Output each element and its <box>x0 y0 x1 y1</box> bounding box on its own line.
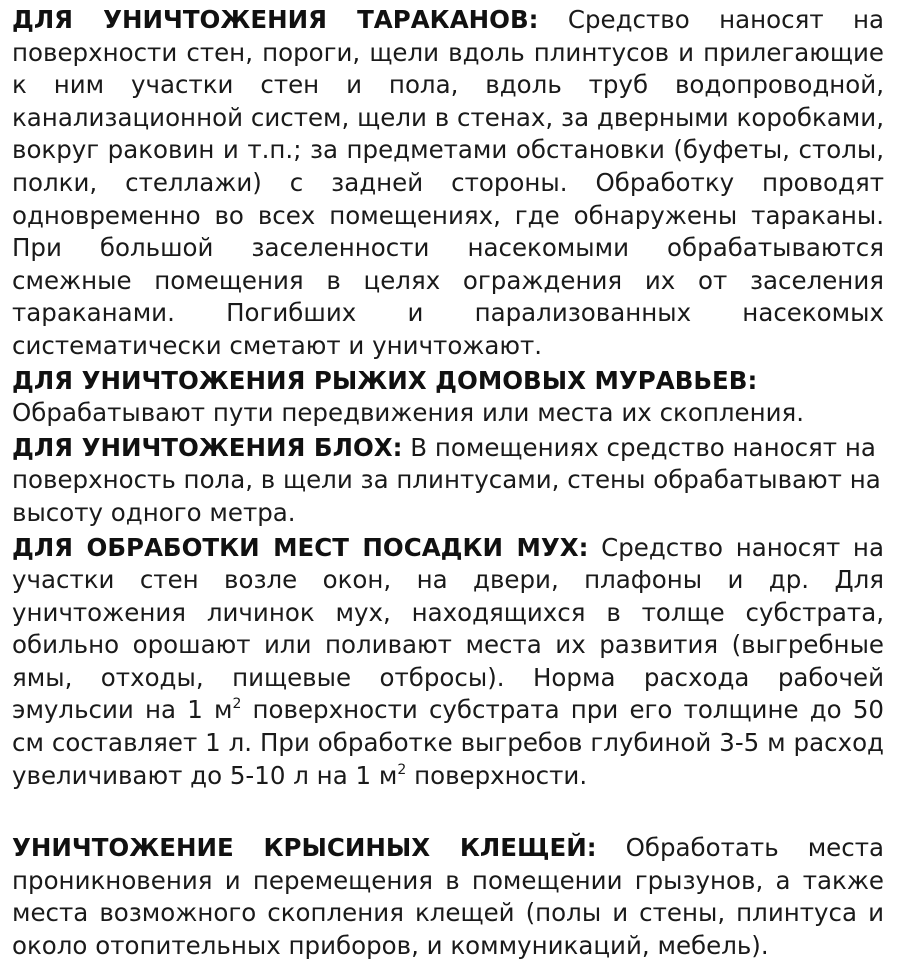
section-rat-mites <box>12 832 884 962</box>
section-heading: ДЛЯ УНИЧТОЖЕНИЯ БЛОХ: <box>12 432 403 462</box>
section-body: В помещениях средство наносят на поверхность пола, в щели за плинтусами, стены обрабатывают на высоту одного метра. <box>12 432 881 527</box>
section-cockroaches <box>12 4 884 363</box>
section-ants <box>12 365 884 430</box>
section-heading: ДЛЯ УНИЧТОЖЕНИЯ ТАРАКАНОВ: <box>12 5 539 34</box>
section-body: Обрабатывают пути передвижения или места их скопления. <box>12 398 805 428</box>
instruction-document <box>12 4 884 963</box>
section-body-part2: поверхности субстрата при его толщине до 50 см составляет 1 л. При обработке выгребов глубиной 3-5 м расход увеличивают до 5-10 л на 1 м <box>12 695 884 790</box>
section-heading: УНИЧТОЖЕНИЕ КРЫСИНЫХ КЛЕЩЕЙ: <box>12 833 597 863</box>
section-body: Средство наносят на поверхности стен, пороги, щели вдоль плинтусов и прилегающие к ним участки стен и пола, вдоль труб водопроводной, канализационной систем, щели в стенах, за дверными коробками, вокруг раковин и т.п.; за предметами обстановки (буфеты, столы, полки, стеллажи) с задней стороны. Обработку проводят одновременно во всех помещениях, где обнаружены тараканы. При большой заселенности насекомыми обрабатываются смежные помещения в целях ограждения их от заселения тараканами. Погибших и парализованных насекомых систематически сметают и уничтожают. <box>12 5 884 360</box>
superscript-two: 2 <box>397 761 407 778</box>
section-body: Обработать места проникновения и перемещения в помещении грызунов, а также места возможного скопления клещей (полы и стены, плинтуса и около отопительных приборов, и коммуникаций, мебель). <box>12 833 884 961</box>
section-heading: ДЛЯ УНИЧТОЖЕНИЯ РЫЖИХ ДОМОВЫХ МУРАВЬЕВ: <box>12 365 758 395</box>
section-heading: ДЛЯ ОБРАБОТКИ МЕСТ ПОСАДКИ МУХ: <box>12 532 589 562</box>
section-body-part3: поверхности. <box>406 760 588 790</box>
superscript-two: 2 <box>232 696 242 713</box>
section-flies <box>12 532 884 793</box>
section-fleas <box>12 432 884 530</box>
section-body-part1: Средство наносят на участки стен возле окон, на двери, плафоны и др. Для уничтожения личинок мух, находящихся в толще субстрата, обильно орошают или поливают места их развития (выгребные ямы, отходы, пищевые отбросы). Норма расхода рабочей эмульсии на 1 м <box>12 532 884 725</box>
